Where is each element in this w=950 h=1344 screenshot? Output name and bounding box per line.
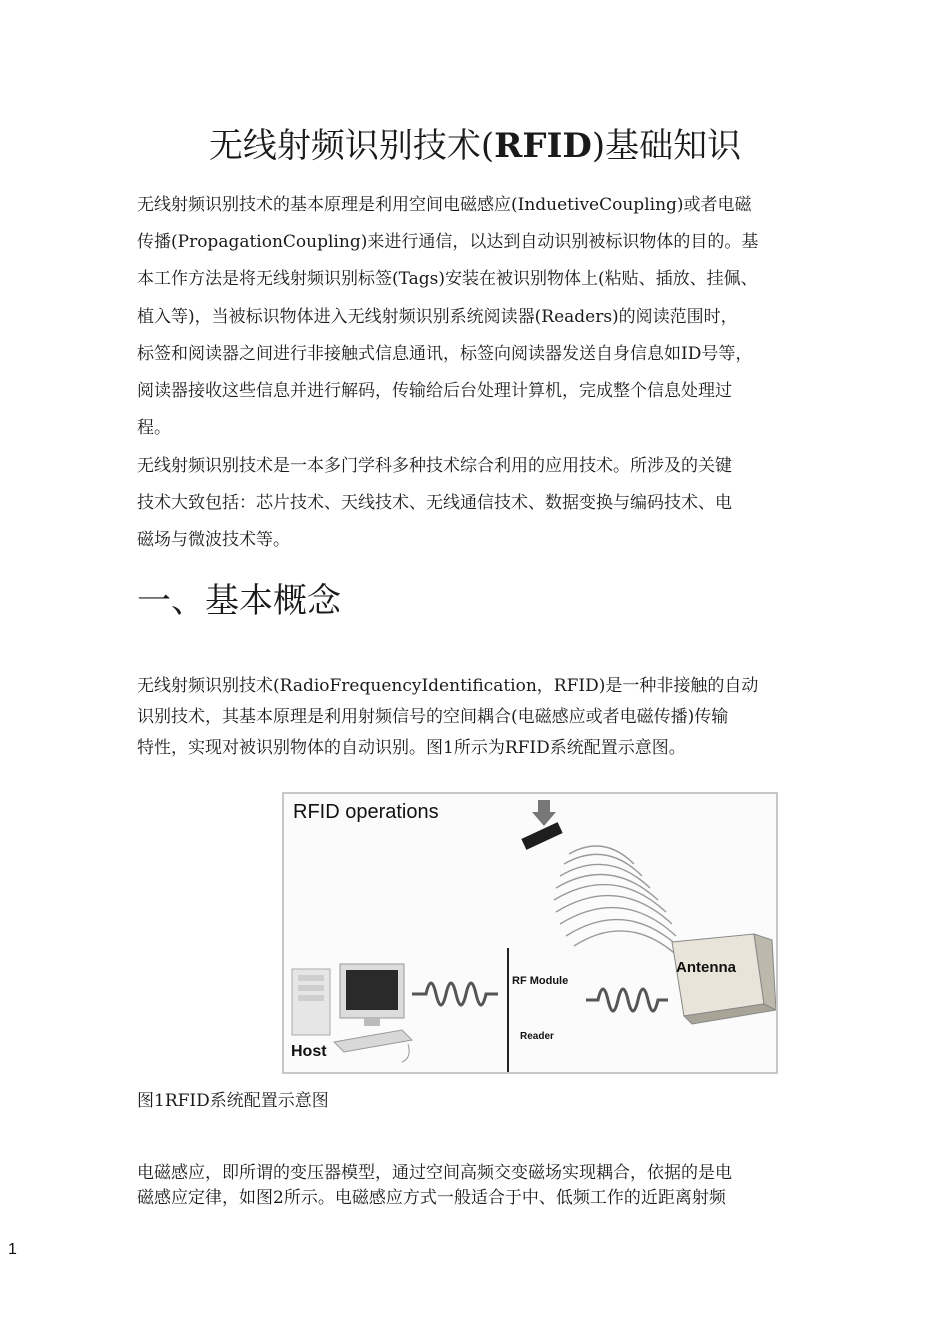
tech-line: 无线射频识别技术是一本多门学科多种技术综合利用的应用技术。所涉及的关键 <box>137 456 732 476</box>
title-bold-acronym: RFID <box>494 126 592 166</box>
arrow-down-icon <box>532 800 556 826</box>
intro-line: 无线射频识别技术的基本原理是利用空间电磁感应(InduetiveCoupling)或者电磁 <box>137 195 752 215</box>
intro-paragraph <box>137 187 758 447</box>
induction-line: 电磁感应，即所谓的变压器模型，通过空间高频交变磁场实现耦合，依据的是电 <box>137 1163 732 1183</box>
title-prefix: 无线射频识别技术( <box>208 126 495 166</box>
induction-line: 磁感应定律，如图2所示。电磁感应方式一般适合于中、低频工作的近距离射频 <box>137 1188 726 1208</box>
concept-paragraph <box>137 671 758 764</box>
intro-line: 本工作方法是将无线射频识别标签(Tags)安装在被识别物体上(粘贴、插放、挂佩、 <box>137 269 758 290</box>
rfid-tag-icon <box>521 822 562 850</box>
intro-line: 传播(PropagationCoupling)来进行通信，以达到自动识别被标识物体的目的。基 <box>137 232 759 253</box>
rfid-diagram <box>284 794 776 1072</box>
antenna-label: Antenna <box>676 959 736 976</box>
intro-line: 标签和阅读器之间进行非接触式信息通讯，标签向阅读器发送自身信息如ID号等， <box>137 343 753 364</box>
intro-line: 阅读器接收这些信息并进行解码，传输给后台处理计算机，完成整个信息处理过 <box>137 381 732 402</box>
antenna-icon <box>672 934 776 1024</box>
reader-label: Reader <box>520 1031 554 1042</box>
concept-line: 无线射频识别技术(RadioFrequencyIdentification，RFID)是一种非接触的自动 <box>137 676 759 696</box>
tech-line: 技术大致包括：芯片技术、天线技术、无线通信技术、数据变换与编码技术、电 <box>137 493 732 514</box>
host-label: Host <box>291 1043 327 1060</box>
title-suffix: )基础知识 <box>591 126 742 166</box>
signal-wave-right-icon <box>586 989 668 1011</box>
document-title <box>0 118 950 174</box>
intro-line: 植入等)，当被标识物体进入无线射频识别系统阅读器(Readers)的阅读范围时， <box>137 306 738 327</box>
signal-wave-left-icon <box>412 983 498 1005</box>
section-heading: 一、基本概念 <box>137 581 341 621</box>
rfid-operations-figure <box>282 792 778 1074</box>
tech-paragraph <box>137 448 732 560</box>
induction-paragraph <box>137 1161 732 1211</box>
tech-line: 磁场与微波技术等。 <box>137 530 290 551</box>
radio-waves-icon <box>554 846 682 960</box>
page-number: 1 <box>8 1241 17 1258</box>
figure-title: RFID operations <box>293 801 439 823</box>
concept-line: 识别技术，其基本原理是利用射频信号的空间耦合(电磁感应或者电磁传播)传输 <box>137 707 729 727</box>
rf-module-label: RF Module <box>512 975 569 987</box>
figure-caption: 图1RFID系统配置示意图 <box>137 1091 329 1111</box>
concept-line: 特性，实现对被识别物体的自动识别。图1所示为RFID系统配置示意图。 <box>137 738 686 758</box>
intro-line: 程。 <box>137 418 171 439</box>
